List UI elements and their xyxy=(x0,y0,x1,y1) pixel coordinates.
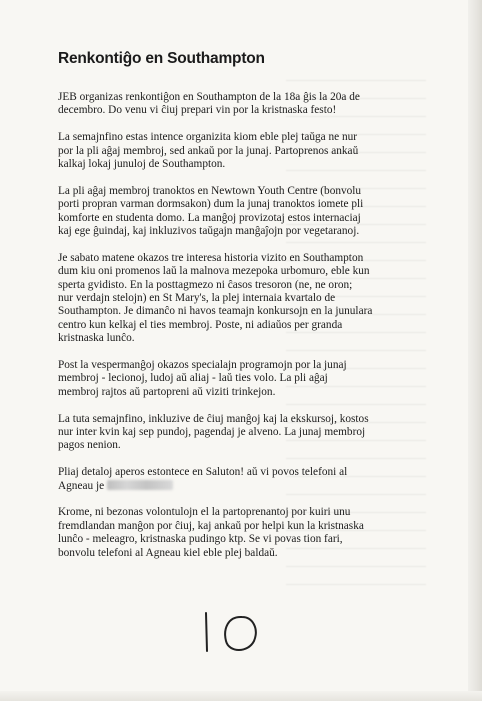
handwritten-page-number xyxy=(198,607,268,657)
paragraph-programme: Je sabato matene okazos tre interesa historia vizito en Southampton dum kiu oni promenos laŭ la malnova mezepoka urbomuro, eble kun sperta gvidisto. En la posttagmezo ni ĉasos tresoron (ne, ne oron; nur verdajn stelojn) en St Mary's, la plej internaia kvartalo de Southampton. Je dimanĉo ni havos teamajn konkursojn en la junulara centro kun kelkaj el ties membroj. Poste, ni adiaŭos per granda kristnaska lunĉo. xyxy=(58,251,373,345)
paragraph-cost: La tuta semajnfino, inkluzive de ĉiuj manĝoj kaj la ekskursoj, kostos nur inter kvin kaj sep pundoj, pagendaj je alveno. La junaj membroj pagos nenion. xyxy=(58,412,369,452)
document-title: Renkontiĝo en Southampton xyxy=(58,50,265,67)
paragraph-audience: La semajnfino estas intence organizita kiom eble plej taŭga ne nur por la pli aĝaj membroj, sed ankaŭ por la junaj. Partoprenos ankaŭ kalkaj lokaj junuloj de Southampton. xyxy=(58,131,359,171)
page-edge-right xyxy=(468,0,482,701)
paragraph-contact xyxy=(58,466,432,493)
redacted-phone-number xyxy=(107,480,173,490)
paragraph-accommodation: La pli aĝaj membroj tranoktos en Newtown Youth Centre (bonvolu porti propran varman dormsakon) dum la junaj tranoktos iomete pli komforte en studenta domo. La manĝoj provizotaj estos internaciaj kaj ege ĝuindaj, kaj inkluzivos taŭgajn manĝaĵojn por vegetaranoj. xyxy=(58,184,364,238)
contact-text: Pliaj detaloj aperos estontece en Saluton! aŭ vi povos telefoni al Agneau je xyxy=(58,466,348,492)
paragraph-intro: JEB organizas renkontiĝon en Southampton de la 18a ĝis la 20a de decembro. Do venu vi ĉiuj prepari vin por la kristnaska festo! xyxy=(58,91,360,117)
paragraph-evenings: Post la vespermanĝoj okazos specialajn programojn por la junaj membroj - lecionoj, ludoj aŭ aliaj - laŭ ties volo. La pli aĝaj membroj rajtos aŭ partopreni aŭ viziti trinkejon. xyxy=(58,359,347,398)
page-edge-bottom xyxy=(0,691,482,701)
document-body xyxy=(58,50,432,574)
paragraph-volunteers: Krome, ni bezonas volontulojn el la partoprenantoj por kuiri unu fremdlandan manĝon por ĉiuj, kaj ankaŭ por helpi kun la kristnaska lunĉo - meleagro, kristnaska pudingo ktp. Se vi povas tion fari, bonvolu telefoni al Agneau kiel eble plej baldaŭ. xyxy=(58,506,364,559)
